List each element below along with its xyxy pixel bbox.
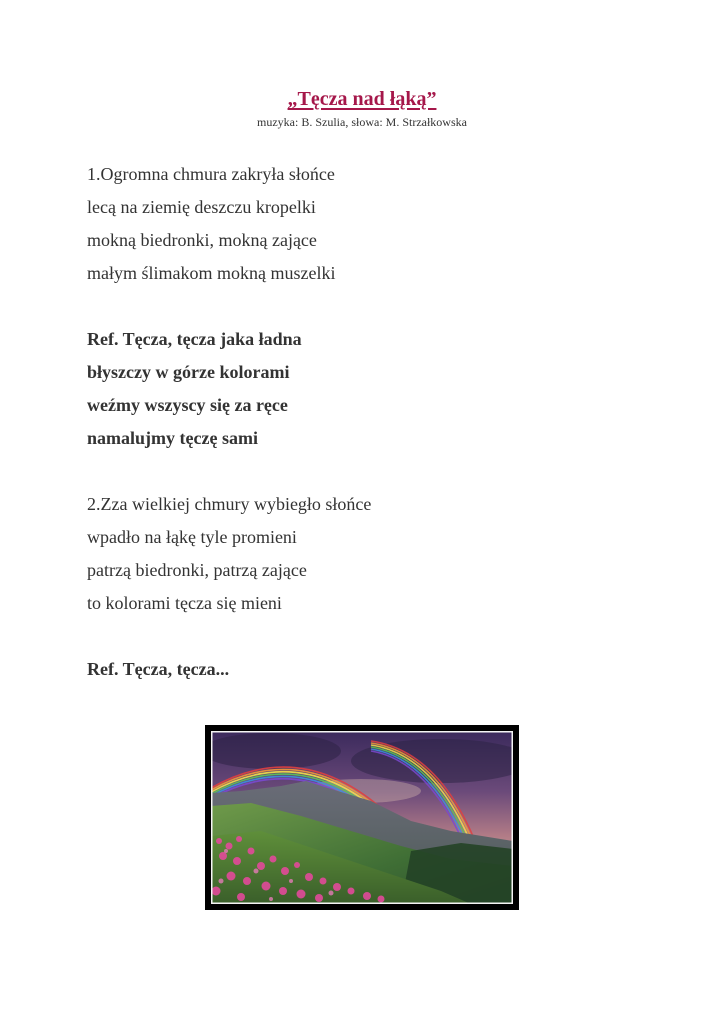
lyric-line: małym ślimakom mokną muszelki — [87, 263, 336, 283]
refrain-line: błyszczy w górze kolorami — [87, 362, 290, 382]
refrain-line: namalujmy tęczę sami — [87, 428, 258, 448]
lyric-line: wpadło na łąkę tyle promieni — [87, 527, 297, 547]
song-title: „Tęcza nad łąką” — [287, 88, 437, 110]
refrain-short-line: Ref. Tęcza, tęcza... — [87, 659, 230, 679]
verse-2 — [87, 488, 647, 620]
rainbow-photo-frame — [205, 725, 519, 910]
lyric-line: 2.Zza wielkiej chmury wybiegło słońce — [87, 494, 372, 514]
lyric-line: mokną biedronki, mokną zające — [87, 230, 317, 250]
lyric-line: lecą na ziemię deszczu kropelki — [87, 197, 316, 217]
refrain-line: Ref. Tęcza, tęcza jaka ładna — [87, 329, 302, 349]
song-credits: muzyka: B. Szulia, słowa: M. Strzałkowska — [257, 115, 467, 129]
refrain-repeat — [87, 653, 647, 686]
refrain-line: weźmy wszyscy się za ręce — [87, 395, 288, 415]
lyric-line: 1.Ogromna chmura zakryła słońce — [87, 164, 335, 184]
refrain — [87, 323, 647, 455]
lyric-line: patrzą biedronki, patrzą zające — [87, 560, 307, 580]
lyric-line: to kolorami tęcza się mieni — [87, 593, 282, 613]
lyrics — [87, 158, 647, 719]
rainbow-meadow-photo — [211, 731, 513, 904]
verse-1 — [87, 158, 647, 290]
